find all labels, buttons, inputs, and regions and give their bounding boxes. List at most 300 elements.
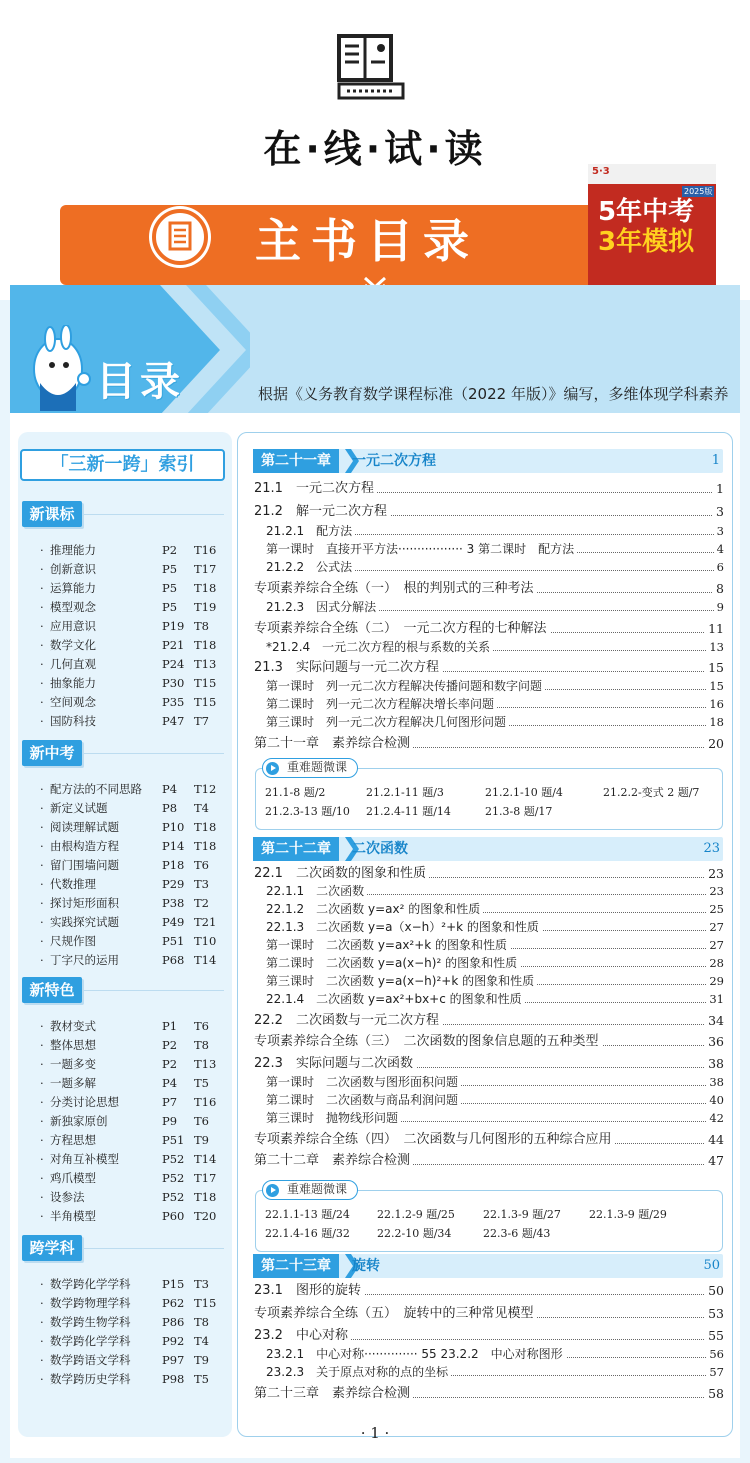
- bullet-icon: ·: [40, 934, 44, 948]
- index-item-page: P1: [162, 1019, 178, 1033]
- index-item-question: T10: [194, 934, 217, 948]
- toc-entry-title: 21.3 实际问题与一元二次方程: [254, 659, 442, 677]
- index-item-question: T14: [194, 1152, 217, 1166]
- toc-entry-page: 27: [706, 918, 724, 936]
- index-item-name: 模型观念: [50, 600, 96, 614]
- toc-entry-page: 38: [705, 1055, 724, 1073]
- toc-entry: [254, 659, 724, 677]
- bullet-icon: ·: [40, 657, 44, 671]
- chapter-title: 二次函数: [352, 841, 408, 857]
- toc-entry-page: 8: [713, 580, 724, 598]
- index-row: [32, 1055, 232, 1073]
- index-item-question: T13: [194, 1057, 217, 1071]
- toc-entry: [266, 882, 724, 900]
- chapter-label: 第二十一章: [253, 449, 339, 473]
- index-item-page: P60: [162, 1209, 185, 1223]
- index-row: [32, 1294, 232, 1312]
- toc-entry-page: 47: [705, 1152, 724, 1170]
- toc-entry-title: 21.2 解一元二次方程: [254, 503, 390, 521]
- index-item-name: 推理能力: [50, 543, 96, 557]
- bullet-icon: ·: [40, 1372, 44, 1386]
- toc-entry: [254, 1282, 724, 1300]
- index-item-question: T20: [194, 1209, 217, 1223]
- index-item-page: P29: [162, 877, 185, 891]
- toc-entry: [266, 677, 724, 695]
- micro-lesson-item: 22.2-10 题/34: [377, 1227, 452, 1240]
- book-brand: 5·3: [592, 166, 610, 177]
- index-item-name: 创新意识: [50, 562, 96, 576]
- toc-entry: [266, 1363, 724, 1381]
- index-item-page: P19: [162, 619, 185, 633]
- bullet-icon: ·: [40, 1190, 44, 1204]
- index-row: [32, 1207, 232, 1225]
- toc-entry-page: 15: [705, 659, 724, 677]
- index-item-name: 教材变式: [50, 1019, 96, 1033]
- index-item-question: T4: [194, 801, 209, 815]
- index-item-question: T8: [194, 1315, 209, 1329]
- toc-entry-page: 44: [705, 1131, 724, 1149]
- index-item-question: T17: [194, 562, 217, 576]
- index-row: [32, 712, 232, 730]
- index-item-name: 新定义试题: [50, 801, 108, 815]
- chapter-title: 一元二次方程: [352, 453, 436, 469]
- index-row: [32, 1093, 232, 1111]
- toc-entry-title: 22.1.1 二次函数: [266, 882, 367, 900]
- chapter-title: 旋转: [352, 1258, 380, 1274]
- toc-entry: [266, 540, 724, 558]
- chapter-label: 第二十三章: [253, 1254, 339, 1278]
- index-item-question: T7: [194, 714, 209, 728]
- toc-entry-title: 21.2.2 公式法: [266, 558, 355, 576]
- index-item-name: 对角互补模型: [50, 1152, 119, 1166]
- toc-entry-title: 第一课时 列一元二次方程解决传播问题和数字问题: [266, 677, 545, 695]
- toc-entry-title: 23.2.3 关于原点对称的点的坐标: [266, 1363, 451, 1381]
- toc-entry-page: 40: [706, 1091, 724, 1109]
- index-item-page: P68: [162, 953, 185, 967]
- toc-entry-page: 42: [706, 1109, 724, 1127]
- index-item-name: 实践探究试题: [50, 915, 119, 929]
- index-item-name: 应用意识: [50, 619, 96, 633]
- index-item-page: P52: [162, 1190, 185, 1204]
- toc-entry-title: 专项素养综合全练（三） 二次函数的图象信息题的五种类型: [254, 1033, 602, 1051]
- index-item-question: T15: [194, 1296, 217, 1310]
- toc-entry: [254, 1055, 724, 1073]
- micro-lesson-item: 21.1-8 题/2: [265, 786, 326, 799]
- bullet-icon: ·: [40, 714, 44, 728]
- index-item-question: T9: [194, 1353, 209, 1367]
- index-row: [32, 1313, 232, 1331]
- toc-entry-page: 6: [714, 558, 724, 576]
- toc-entry-title: 专项素养综合全练（二） 一元二次方程的七种解法: [254, 620, 550, 638]
- index-item-question: T6: [194, 1019, 209, 1033]
- toc-entry-title: 第一课时 直接开平方法················· 3 第二课时 配方法: [266, 540, 577, 558]
- index-item-name: 几何直观: [50, 657, 96, 671]
- toc-entry-title: 第一课时 二次函数与图形面积问题: [266, 1073, 461, 1091]
- chapter-page: 1: [711, 453, 720, 468]
- index-item-page: P35: [162, 695, 185, 709]
- document-icon: [152, 209, 208, 265]
- toc-entry-page: 38: [706, 1073, 724, 1091]
- toc-entry-title: 第二十一章 素养综合检测: [254, 735, 413, 753]
- micro-lesson-item: 21.3-8 题/17: [485, 805, 553, 818]
- bullet-icon: ·: [40, 782, 44, 796]
- index-item-page: P5: [162, 562, 178, 576]
- index-item-name: 数学跨生物学科: [50, 1315, 131, 1329]
- index-item-name: 抽象能力: [50, 676, 96, 690]
- index-item-question: T15: [194, 676, 217, 690]
- index-row: [32, 1036, 232, 1054]
- chapter-label: 第二十二章: [253, 837, 339, 861]
- bullet-icon: ·: [40, 1296, 44, 1310]
- toc-entry: [266, 936, 724, 954]
- toc-entry-title: *21.2.4 一元二次方程的根与系数的关系: [266, 638, 493, 656]
- index-item-question: T21: [194, 915, 217, 929]
- page-title: 在·线·试·读: [263, 127, 487, 171]
- chapter-page: 23: [703, 841, 720, 856]
- toc-entry-page: 3: [713, 503, 724, 521]
- toc-entry-page: 50: [705, 1282, 724, 1300]
- micro-lesson-item: 21.2.3-13 题/10: [265, 805, 350, 818]
- index-item-name: 留门围墙问题: [50, 858, 119, 872]
- bullet-icon: ·: [40, 801, 44, 815]
- toc-entry-page: 27: [706, 936, 724, 954]
- index-item-page: P14: [162, 839, 185, 853]
- index-item-page: P92: [162, 1334, 185, 1348]
- index-item-page: P4: [162, 782, 178, 796]
- toc-entry: [254, 735, 724, 753]
- index-row: [32, 541, 232, 559]
- micro-lesson-item: 22.1.3-9 题/27: [483, 1208, 561, 1221]
- micro-lesson-item: 22.3-6 题/43: [483, 1227, 551, 1240]
- index-item-name: 数学跨物理学科: [50, 1296, 131, 1310]
- micro-lesson-item: 22.1.4-16 题/32: [265, 1227, 350, 1240]
- page-number: · 1 ·: [360, 1424, 390, 1442]
- index-row: [32, 579, 232, 597]
- index-item-question: T4: [194, 1334, 209, 1348]
- toc-entry: [266, 695, 724, 713]
- index-item-page: P62: [162, 1296, 185, 1310]
- toc-entry-title: 第一课时 二次函数 y=ax²+k 的图象和性质: [266, 936, 510, 954]
- toc-entry-title: 第二十二章 素养综合检测: [254, 1152, 413, 1170]
- toc-entry-title: 23.2 中心对称: [254, 1327, 351, 1345]
- index-row: [32, 932, 232, 950]
- mascot-icon: [20, 325, 92, 420]
- index-row: [32, 598, 232, 616]
- toc-entry-title: 23.2.1 中心对称·············· 55 23.2.2 中心对称图形: [266, 1345, 566, 1363]
- toc-entry-title: 21.2.1 配方法: [266, 522, 355, 540]
- reading-icon: [335, 30, 407, 102]
- index-row: [32, 951, 232, 969]
- toc-entry-page: 29: [706, 972, 724, 990]
- index-item-page: P2: [162, 1038, 178, 1052]
- micro-lesson-label: 重难题微课: [262, 1180, 358, 1200]
- toc-entry: [254, 1152, 724, 1170]
- toc-entry: [266, 1073, 724, 1091]
- index-category: 新课标: [22, 501, 82, 527]
- toc-entry: [254, 865, 724, 883]
- index-item-question: T17: [194, 1171, 217, 1185]
- toc-entry: [266, 900, 724, 918]
- bullet-icon: ·: [40, 1171, 44, 1185]
- index-item-page: P15: [162, 1277, 185, 1291]
- index-item-question: T18: [194, 638, 217, 652]
- section-subtitle: 根据《义务教育数学课程标准（2022 年版）》编写，多维体现学科素养: [258, 385, 729, 403]
- index-item-page: P86: [162, 1315, 185, 1329]
- play-icon: [266, 1184, 279, 1197]
- index-item-name: 数学跨语文学科: [50, 1353, 131, 1367]
- bullet-icon: ·: [40, 915, 44, 929]
- index-item-question: T6: [194, 858, 209, 872]
- toc-entry-page: 56: [706, 1345, 724, 1363]
- index-item-question: T5: [194, 1372, 209, 1386]
- index-item-page: P97: [162, 1353, 185, 1367]
- toc-entry-title: 21.2.3 因式分解法: [266, 598, 379, 616]
- index-item-question: T18: [194, 839, 217, 853]
- index-item-name: 数学跨历史学科: [50, 1372, 131, 1386]
- index-item-page: P49: [162, 915, 185, 929]
- index-item-page: P51: [162, 1133, 185, 1147]
- toc-entry-page: 28: [706, 954, 724, 972]
- toc-entry-page: 31: [706, 990, 724, 1008]
- index-row: [32, 693, 232, 711]
- index-item-page: P21: [162, 638, 185, 652]
- toc-entry: [266, 972, 724, 990]
- toc-entry-title: 22.1.3 二次函数 y=a（x−h）²+k 的图象和性质: [266, 918, 542, 936]
- index-item-page: P10: [162, 820, 185, 834]
- micro-lesson-item: 21.2.2-变式 2 题/7: [603, 786, 700, 799]
- index-item-name: 探讨矩形面积: [50, 896, 119, 910]
- toc-entry-page: 13: [706, 638, 724, 656]
- index-item-question: T15: [194, 695, 217, 709]
- category-divider: [84, 514, 224, 515]
- index-item-question: T2: [194, 896, 209, 910]
- toc-entry-title: 第二课时 二次函数 y=a(x−h)² 的图象和性质: [266, 954, 520, 972]
- index-item-question: T12: [194, 782, 217, 796]
- index-item-name: 一题多变: [50, 1057, 96, 1071]
- index-item-name: 代数推理: [50, 877, 96, 891]
- bullet-icon: ·: [40, 877, 44, 891]
- index-item-name: 方程思想: [50, 1133, 96, 1147]
- toc-entry-title: 专项素养综合全练（五） 旋转中的三种常见模型: [254, 1305, 537, 1323]
- index-item-page: P98: [162, 1372, 185, 1386]
- index-row: [32, 674, 232, 692]
- index-item-page: P30: [162, 676, 185, 690]
- toc-entry-page: 23: [705, 865, 724, 883]
- index-row: [32, 1112, 232, 1130]
- toc-entry-page: 11: [705, 620, 724, 638]
- bullet-icon: ·: [40, 1353, 44, 1367]
- toc-entry: [266, 1091, 724, 1109]
- toc-entry-page: 25: [706, 900, 724, 918]
- bullet-icon: ·: [40, 839, 44, 853]
- index-item-page: P9: [162, 1114, 178, 1128]
- bullet-icon: ·: [40, 1057, 44, 1071]
- index-item-question: T18: [194, 1190, 217, 1204]
- bullet-icon: ·: [40, 1038, 44, 1052]
- index-item-name: 设参法: [50, 1190, 85, 1204]
- toc-entry: [266, 558, 724, 576]
- index-item-name: 半角模型: [50, 1209, 96, 1223]
- index-row: [32, 1074, 232, 1092]
- bullet-icon: ·: [40, 1209, 44, 1223]
- micro-lesson-item: 21.2.1-10 题/4: [485, 786, 563, 799]
- index-item-question: T16: [194, 1095, 217, 1109]
- toc-entry-title: 23.1 图形的旋转: [254, 1282, 364, 1300]
- toc-entry: [254, 1033, 724, 1051]
- bullet-icon: ·: [40, 1133, 44, 1147]
- toc-entry-page: 36: [705, 1033, 724, 1051]
- toc-entry: [266, 990, 724, 1008]
- toc-entry-page: 1: [713, 480, 724, 498]
- toc-entry: [266, 954, 724, 972]
- toc-entry-page: 16: [706, 695, 724, 713]
- index-row: [32, 560, 232, 578]
- index-item-page: P8: [162, 801, 178, 815]
- index-row: [32, 1131, 232, 1149]
- toc-entry: [254, 620, 724, 638]
- toc-entry-title: 22.2 二次函数与一元二次方程: [254, 1012, 442, 1030]
- index-item-name: 由根构造方程: [50, 839, 119, 853]
- bullet-icon: ·: [40, 695, 44, 709]
- toc-entry-title: 第二课时 二次函数与商品利润问题: [266, 1091, 461, 1109]
- micro-lesson-item: 21.2.1-11 题/3: [366, 786, 444, 799]
- toc-entry: [266, 918, 724, 936]
- toc-entry-page: 3: [714, 522, 724, 540]
- index-item-question: T3: [194, 877, 209, 891]
- toc-entry: [254, 1305, 724, 1323]
- index-row: [32, 636, 232, 654]
- bullet-icon: ·: [40, 638, 44, 652]
- book-title-2: 3年模拟: [598, 227, 695, 257]
- index-row: [32, 617, 232, 635]
- index-item-name: 丁字尺的运用: [50, 953, 119, 967]
- bullet-icon: ·: [40, 1152, 44, 1166]
- index-row: [32, 1332, 232, 1350]
- section-title: 目录: [96, 359, 184, 405]
- index-item-page: P5: [162, 600, 178, 614]
- index-row: [32, 1150, 232, 1168]
- category-divider: [84, 990, 224, 991]
- toc-entry-page: 53: [705, 1305, 724, 1323]
- toc-entry-title: 21.1 一元二次方程: [254, 480, 377, 498]
- toc-entry: [254, 1012, 724, 1030]
- toc-entry-title: 第三课时 列一元二次方程解决几何图形问题: [266, 713, 509, 731]
- index-item-name: 新独家原创: [50, 1114, 108, 1128]
- index-item-name: 鸡爪模型: [50, 1171, 96, 1185]
- index-item-name: 分类讨论思想: [50, 1095, 119, 1109]
- bullet-icon: ·: [40, 1315, 44, 1329]
- index-item-name: 数学文化: [50, 638, 96, 652]
- bullet-icon: ·: [40, 896, 44, 910]
- index-category: 新特色: [22, 977, 82, 1003]
- index-row: [32, 894, 232, 912]
- toc-entry: [266, 598, 724, 616]
- index-item-page: P52: [162, 1171, 185, 1185]
- index-item-question: T19: [194, 600, 217, 614]
- banner-title: 主书目录: [255, 214, 479, 268]
- toc-entry-page: 57: [706, 1363, 724, 1381]
- index-item-question: T18: [194, 581, 217, 595]
- index-row: [32, 1188, 232, 1206]
- bullet-icon: ·: [40, 953, 44, 967]
- index-row: [32, 875, 232, 893]
- index-item-page: P24: [162, 657, 185, 671]
- toc-entry-page: 18: [706, 713, 724, 731]
- index-row: [32, 1370, 232, 1388]
- toc-entry-page: 15: [706, 677, 724, 695]
- toc-entry-page: 55: [705, 1327, 724, 1345]
- index-heading: 「三新一跨」索引: [20, 449, 225, 481]
- bullet-icon: ·: [40, 562, 44, 576]
- index-row: [32, 1017, 232, 1035]
- toc-entry: [254, 1327, 724, 1345]
- index-item-name: 配方法的不同思路: [50, 782, 142, 796]
- index-item-page: P4: [162, 1076, 178, 1090]
- toc-entry: [266, 638, 724, 656]
- bullet-icon: ·: [40, 619, 44, 633]
- chapter-page: 50: [703, 1258, 720, 1273]
- play-icon: [266, 762, 279, 775]
- toc-entry-page: 23: [706, 882, 724, 900]
- toc-entry-page: 20: [705, 735, 724, 753]
- index-item-question: T18: [194, 820, 217, 834]
- index-item-page: P51: [162, 934, 185, 948]
- bullet-icon: ·: [40, 600, 44, 614]
- bullet-icon: ·: [40, 543, 44, 557]
- book-year: 2025版: [684, 187, 713, 196]
- toc-entry-title: 第二十三章 素养综合检测: [254, 1385, 413, 1403]
- toc-entry-page: 34: [705, 1012, 724, 1030]
- index-item-name: 整体思想: [50, 1038, 96, 1052]
- index-item-question: T13: [194, 657, 217, 671]
- index-row: [32, 655, 232, 673]
- index-row: [32, 799, 232, 817]
- micro-lesson-label: 重难题微课: [262, 758, 358, 778]
- index-item-page: P47: [162, 714, 185, 728]
- micro-lesson-item: 22.1.3-9 题/29: [589, 1208, 667, 1221]
- toc-entry-title: 专项素养综合全练（四） 二次函数与几何图形的五种综合应用: [254, 1131, 615, 1149]
- category-divider: [84, 753, 224, 754]
- index-item-question: T5: [194, 1076, 209, 1090]
- toc-entry: [254, 580, 724, 598]
- index-item-question: T8: [194, 1038, 209, 1052]
- micro-lesson-item: 21.2.4-11 题/14: [366, 805, 451, 818]
- index-item-name: 空间观念: [50, 695, 96, 709]
- micro-lesson-item: 22.1.2-9 题/25: [377, 1208, 455, 1221]
- toc-entry: [254, 480, 724, 498]
- index-item-name: 数学跨化学学科: [50, 1334, 131, 1348]
- bullet-icon: ·: [40, 1019, 44, 1033]
- index-item-page: P38: [162, 896, 185, 910]
- toc-entry-title: 第三课时 抛物线形问题: [266, 1109, 401, 1127]
- index-item-question: T14: [194, 953, 217, 967]
- bullet-icon: ·: [40, 1095, 44, 1109]
- toc-entry-title: 专项素养综合全练（一） 根的判别式的三种考法: [254, 580, 537, 598]
- toc-entry: [254, 503, 724, 521]
- index-item-page: P18: [162, 858, 185, 872]
- toc-entry-page: 58: [705, 1385, 724, 1403]
- index-item-page: P2: [162, 543, 178, 557]
- toc-entry-title: 22.1.4 二次函数 y=ax²+bx+c 的图象和性质: [266, 990, 525, 1008]
- index-item-name: 阅读理解试题: [50, 820, 119, 834]
- micro-lesson-item: 22.1.1-13 题/24: [265, 1208, 350, 1221]
- index-row: [32, 818, 232, 836]
- toc-entry: [266, 713, 724, 731]
- bullet-icon: ·: [40, 581, 44, 595]
- index-item-question: T3: [194, 1277, 209, 1291]
- index-item-page: P52: [162, 1152, 185, 1166]
- index-item-name: 国防科技: [50, 714, 96, 728]
